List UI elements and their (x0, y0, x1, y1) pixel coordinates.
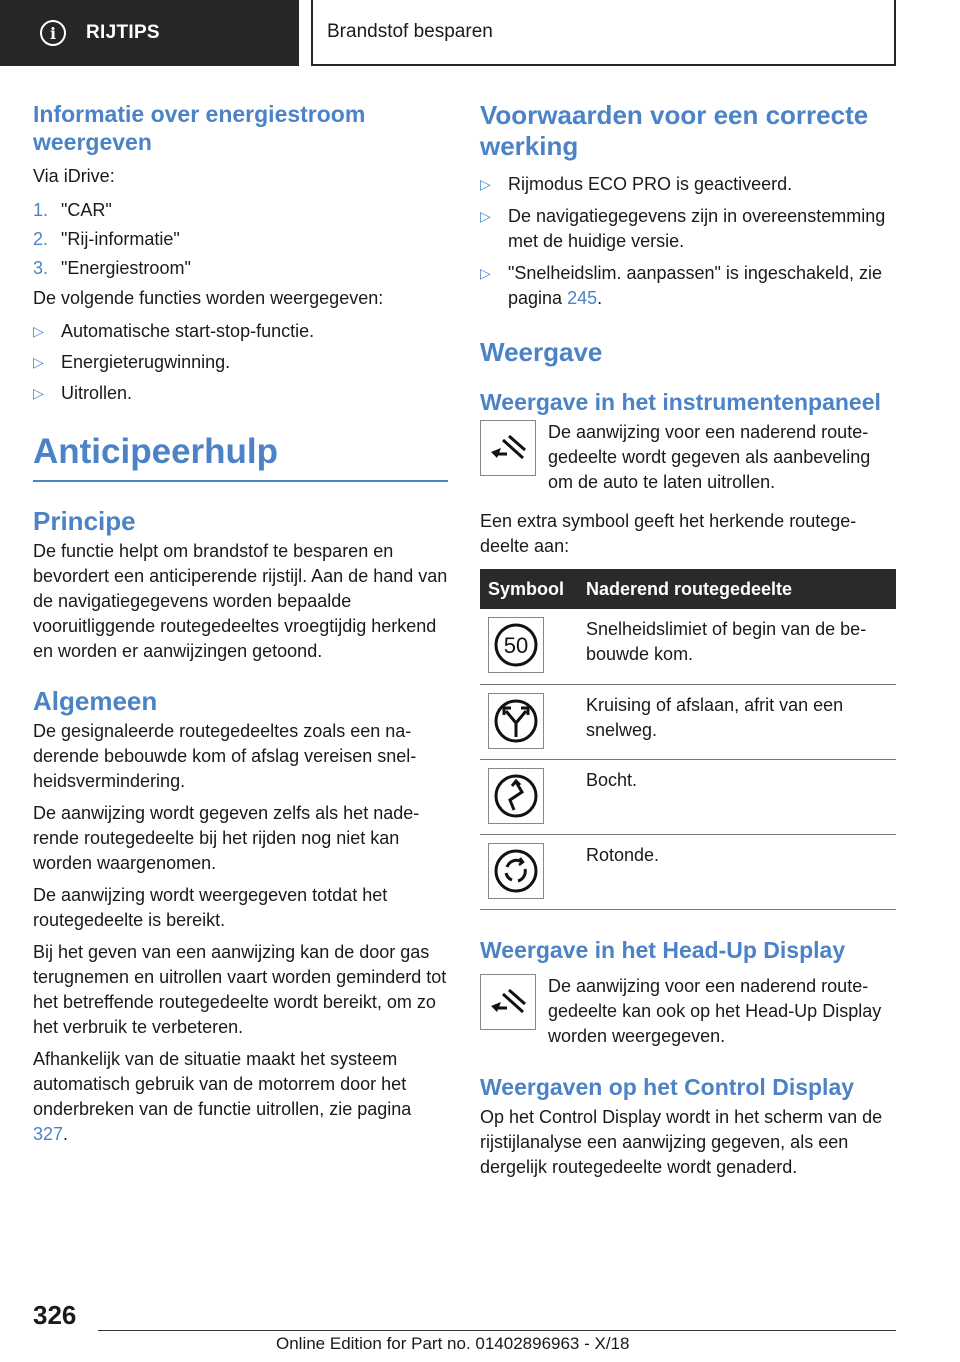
footer-rule (98, 1330, 896, 1331)
energy-heading: Informatie over energiestroom weergeven (33, 101, 366, 155)
roundabout-icon (488, 843, 544, 899)
coasting-hint-icon (480, 420, 536, 476)
principe-text: De functie helpt om brandstof te besparen en bevordert een anticiperende rijstijl. Aan de hand van de navigatiegegevens worden bepaalde vooruitliggende routegedeeltes vroegtijdig herkend en worden er aanwijzingen getoond. (33, 541, 448, 661)
info-icon: i (40, 20, 66, 46)
list-item: ▷ Automatische start-stop-functie. (33, 319, 448, 344)
conditions-heading: Voorwaarden voor een correcte werking (480, 100, 869, 161)
instrument-note (480, 420, 896, 495)
coasting-hint-icon (480, 974, 536, 1030)
table-cell: Rotonde. (578, 834, 896, 909)
left-column (33, 100, 448, 1147)
table-row (480, 834, 896, 909)
algemeen-paragraph: Afhankelijk van de situatie maakt het systeem automatisch gebruik van de motorrem door het onderbreken van de functie uitrollen, zie pagina 327. (33, 1049, 412, 1144)
table-row (480, 609, 896, 684)
list-item: 2. "Rij-informatie" (33, 229, 180, 249)
symbol-table (480, 569, 896, 910)
speed-limit-50-icon (488, 617, 544, 673)
instrument-heading: Weergave in het instrumentenpaneel (480, 389, 881, 415)
algemeen-paragraph: De gesignaleerde routegedeeltes zoals een naderende bebouwde kom of afslag vereisen snelheidsvermindering. (33, 721, 417, 791)
weergave-heading: Weergave (480, 337, 603, 367)
header-title-box (311, 0, 896, 66)
table-header-symbol: Symbool (480, 569, 578, 609)
main-heading: Anticipeerhulp (33, 432, 279, 471)
right-column (480, 100, 896, 1180)
control-text: Op het Control Display wordt in het scherm van de rijstijlanalyse een aanwijzing gegeven, als een dergelijk routegedeelte wordt genaderd. (480, 1106, 883, 1177)
algemeen-paragraph: Bij het geven van een aanwijzing kan de door gas terugnemen en uitrollen vaart worden geminderd tot het betreffende routegedeelte wordt bereikt, om zo het verbruik te verbeteren. (33, 942, 447, 1037)
table-row (480, 759, 896, 834)
header-section-tab (0, 0, 299, 66)
table-cell: Kruising of afslaan, afrit van een snelweg. (578, 684, 896, 759)
algemeen-heading: Algemeen (33, 686, 158, 716)
list-item: ▷ De navigatiegegevens zijn in overeenstemming met de huidige versie. (480, 204, 896, 254)
via-text: Via iDrive: (33, 166, 115, 186)
triangle-bullet-icon: ▷ (480, 265, 491, 281)
header-section-label: RIJTIPS (86, 22, 160, 43)
steps-list (33, 198, 448, 281)
list-item: ▷ "Snelheidslim. aanpassen" is ingeschakeld, zie pagina 245. (480, 261, 896, 311)
algemeen-paragraph: De aanwijzing wordt gegeven zelfs als het naderende routegedeelte bij het rijden nog niet kan worden waargenomen. (33, 803, 420, 873)
hud-note (480, 974, 896, 1049)
triangle-bullet-icon: ▷ (480, 176, 491, 192)
list-item: ▷ Uitrollen. (33, 381, 448, 406)
table-row (480, 684, 896, 759)
heading-rule (33, 480, 448, 482)
functions-intro: De volgende functies worden weergegeven: (33, 288, 384, 308)
list-item: ▷ Rijmodus ECO PRO is geactiveerd. (480, 172, 896, 197)
page-link-245[interactable]: 245 (567, 288, 598, 308)
junction-icon (488, 693, 544, 749)
conditions-list (480, 172, 896, 311)
triangle-bullet-icon: ▷ (33, 354, 44, 370)
page-number: 326 (33, 1300, 77, 1330)
triangle-bullet-icon: ▷ (480, 208, 491, 224)
hud-text: De aanwijzing voor een naderend routegedeelte kan ook op het Head-Up Display worden weergegeven. (548, 975, 882, 1046)
triangle-bullet-icon: ▷ (33, 323, 44, 339)
functions-list (33, 319, 448, 406)
svg-text:50: 50 (503, 633, 529, 658)
list-item: ▷ Energieterugwinning. (33, 350, 448, 375)
table-header-section: Naderend routegedeelte (578, 569, 896, 609)
control-heading: Weergaven op het Control Display (480, 1073, 855, 1100)
page-link-327[interactable]: 327 (33, 1124, 64, 1144)
header-title: Brandstof besparen (327, 21, 493, 42)
extra-text: Een extra symbool geeft het herkende routegedeelte aan: (480, 511, 857, 556)
curve-icon (488, 768, 544, 824)
hud-heading: Weergave in het Head-Up Display (480, 936, 846, 963)
principe-heading: Principe (33, 506, 136, 536)
table-cell: Snelheidslimiet of begin van de bebouwde kom. (578, 609, 896, 684)
triangle-bullet-icon: ▷ (33, 385, 44, 401)
footer-edition: Online Edition for Part no. 01402896963 - X/18 (276, 1334, 630, 1353)
list-item: 3. "Energiestroom" (33, 258, 191, 278)
table-cell: Bocht. (578, 759, 896, 834)
instrument-text: De aanwijzing voor een naderend routegedeelte wordt gegeven als aanbeveling om de auto te laten uitrollen. (548, 422, 871, 492)
algemeen-paragraph: De aanwijzing wordt weergegeven totdat het routegedeelte is bereikt. (33, 885, 388, 930)
list-item: 1. "CAR" (33, 200, 112, 220)
